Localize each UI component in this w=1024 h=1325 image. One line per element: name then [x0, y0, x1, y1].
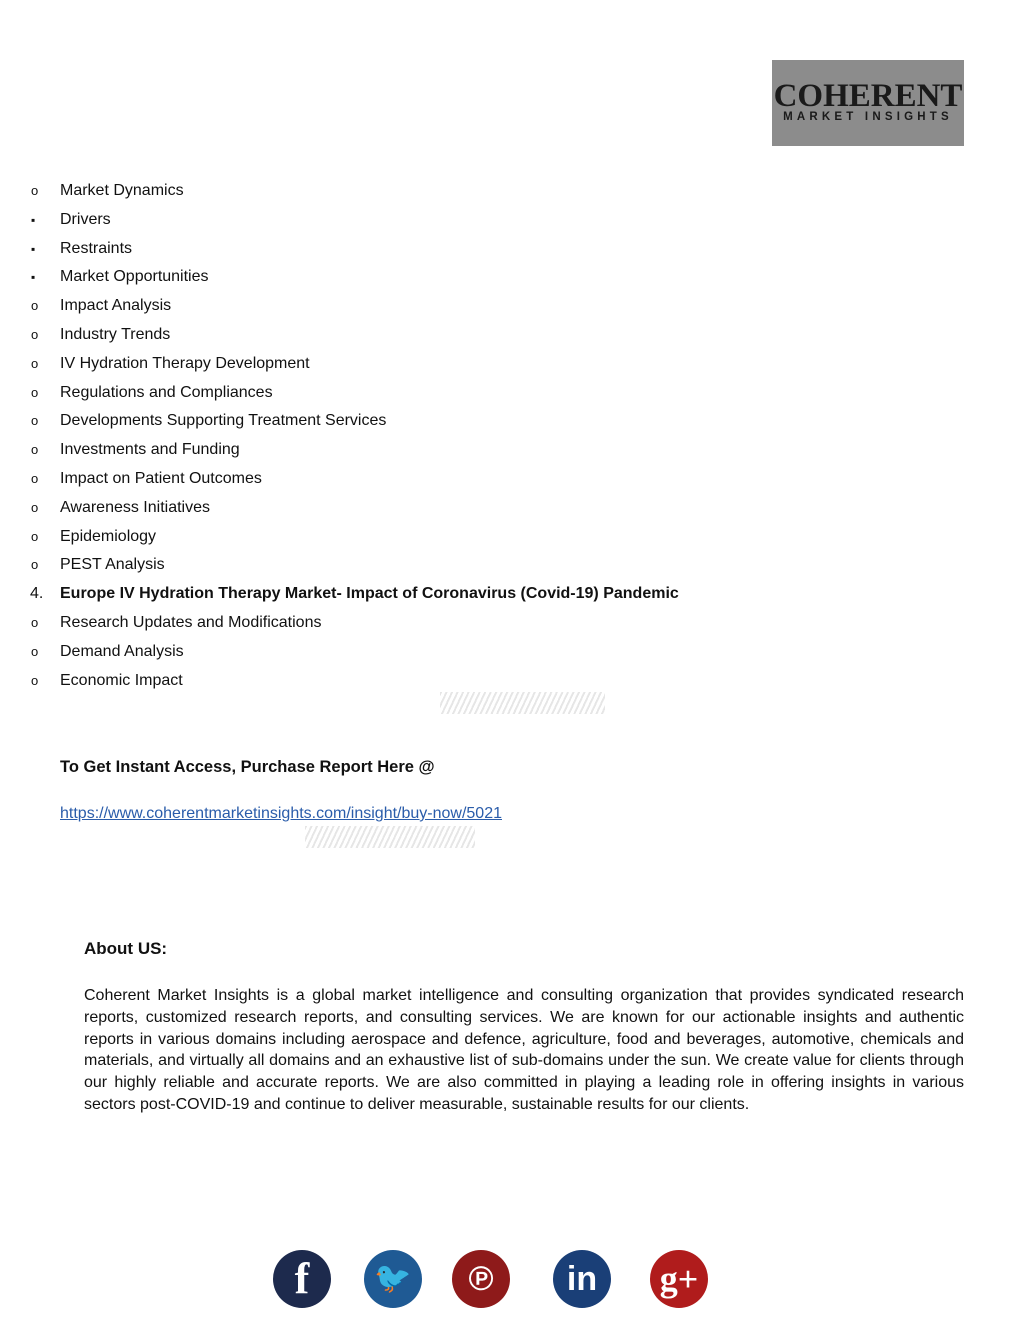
list-marker: o	[31, 183, 39, 198]
logo-wordmark: COHERENT	[773, 78, 963, 114]
list-item-text: IV Hydration Therapy Development	[60, 354, 310, 372]
list-item-text: Regulations and Compliances	[60, 383, 273, 401]
decorative-stripes	[305, 826, 475, 848]
google-plus-icon[interactable]: g+	[650, 1250, 708, 1308]
list-marker: o	[31, 499, 39, 515]
twitter-icon[interactable]: 🐦	[364, 1250, 422, 1308]
list-item-text: Industry Trends	[60, 325, 171, 343]
list-item	[0, 436, 679, 465]
decorative-stripes	[440, 692, 605, 714]
list-item	[0, 292, 679, 321]
list-item-text: Europe IV Hydration Therapy Market- Impact of Coronavirus (Covid-19) Pandemic	[60, 585, 679, 603]
list-marker: o	[31, 355, 39, 371]
list-item	[0, 263, 679, 292]
table-of-contents	[0, 177, 679, 695]
list-marker: o	[31, 326, 39, 342]
list-item	[0, 379, 679, 408]
list-item-text: Economic Impact	[60, 671, 183, 689]
list-item-text: Impact Analysis	[60, 297, 172, 315]
list-item-text: Market Dynamics	[60, 182, 184, 199]
list-item-section-heading	[0, 580, 679, 609]
list-item-text: Demand Analysis	[60, 642, 184, 660]
list-item-text: Drivers	[60, 210, 111, 228]
list-marker: 4.	[30, 585, 44, 603]
list-item	[0, 551, 679, 580]
list-item-text: Developments Supporting Treatment Services	[60, 412, 387, 430]
list-item-text: Investments and Funding	[60, 441, 240, 459]
about-heading: About US:	[84, 939, 168, 958]
list-marker: ▪	[31, 212, 36, 227]
list-marker: ▪	[31, 241, 36, 256]
list-marker: o	[31, 528, 39, 544]
company-logo	[772, 60, 964, 146]
list-item	[0, 465, 679, 494]
list-item	[0, 350, 679, 379]
list-marker: o	[31, 470, 39, 486]
list-marker: o	[31, 643, 39, 659]
list-item	[0, 321, 679, 350]
list-marker: o	[31, 614, 39, 630]
list-item-text: Epidemiology	[60, 527, 157, 545]
list-marker: o	[31, 672, 39, 688]
purchase-link[interactable]: https://www.coherentmarketinsights.com/insight/buy-now/5021	[60, 805, 502, 822]
pinterest-icon[interactable]: ℗	[452, 1250, 510, 1308]
list-marker: o	[31, 442, 39, 458]
purchase-prompt: To Get Instant Access, Purchase Report Here @	[60, 758, 435, 776]
list-marker: o	[31, 557, 39, 573]
list-item-text: PEST Analysis	[60, 556, 165, 574]
list-item-text: Impact on Patient Outcomes	[60, 469, 262, 487]
list-item-text: Research Updates and Modifications	[60, 613, 322, 631]
list-marker: o	[31, 384, 39, 400]
list-item	[0, 494, 679, 523]
list-marker: o	[31, 413, 39, 429]
list-marker: ▪	[31, 270, 36, 285]
list-item-text: Awareness Initiatives	[60, 498, 210, 516]
list-item	[0, 523, 679, 552]
list-item	[0, 177, 679, 206]
linkedin-icon[interactable]: in	[553, 1250, 611, 1308]
list-item	[0, 206, 679, 235]
about-paragraph: Coherent Market Insights is a global market intelligence and consulting organization that provides syndicated research reports, customized research reports, and consulting services. We are known for our actionable insights and authentic reports in various domains including aerospace and defence, agriculture, food and beverages, automotive, chemicals and materials, and virtually all domains and an exhaustive list of sub-domains under the sun. We create value for clients through our highly reliable and accurate reports. We are also committed in playing a leading role in offering insights in various sectors post-COVID-19 and continue to deliver measurable, sustainable results for our clients.	[84, 987, 964, 1113]
facebook-icon[interactable]: f	[273, 1250, 331, 1308]
list-item	[0, 407, 679, 436]
list-item-text: Market Opportunities	[60, 268, 209, 286]
list-item-text: Restraints	[60, 239, 133, 257]
logo-tagline: MARKET INSIGHTS	[783, 111, 953, 123]
list-item	[0, 609, 679, 638]
list-item	[0, 235, 679, 264]
list-marker: o	[31, 298, 39, 314]
list-item	[0, 638, 679, 667]
